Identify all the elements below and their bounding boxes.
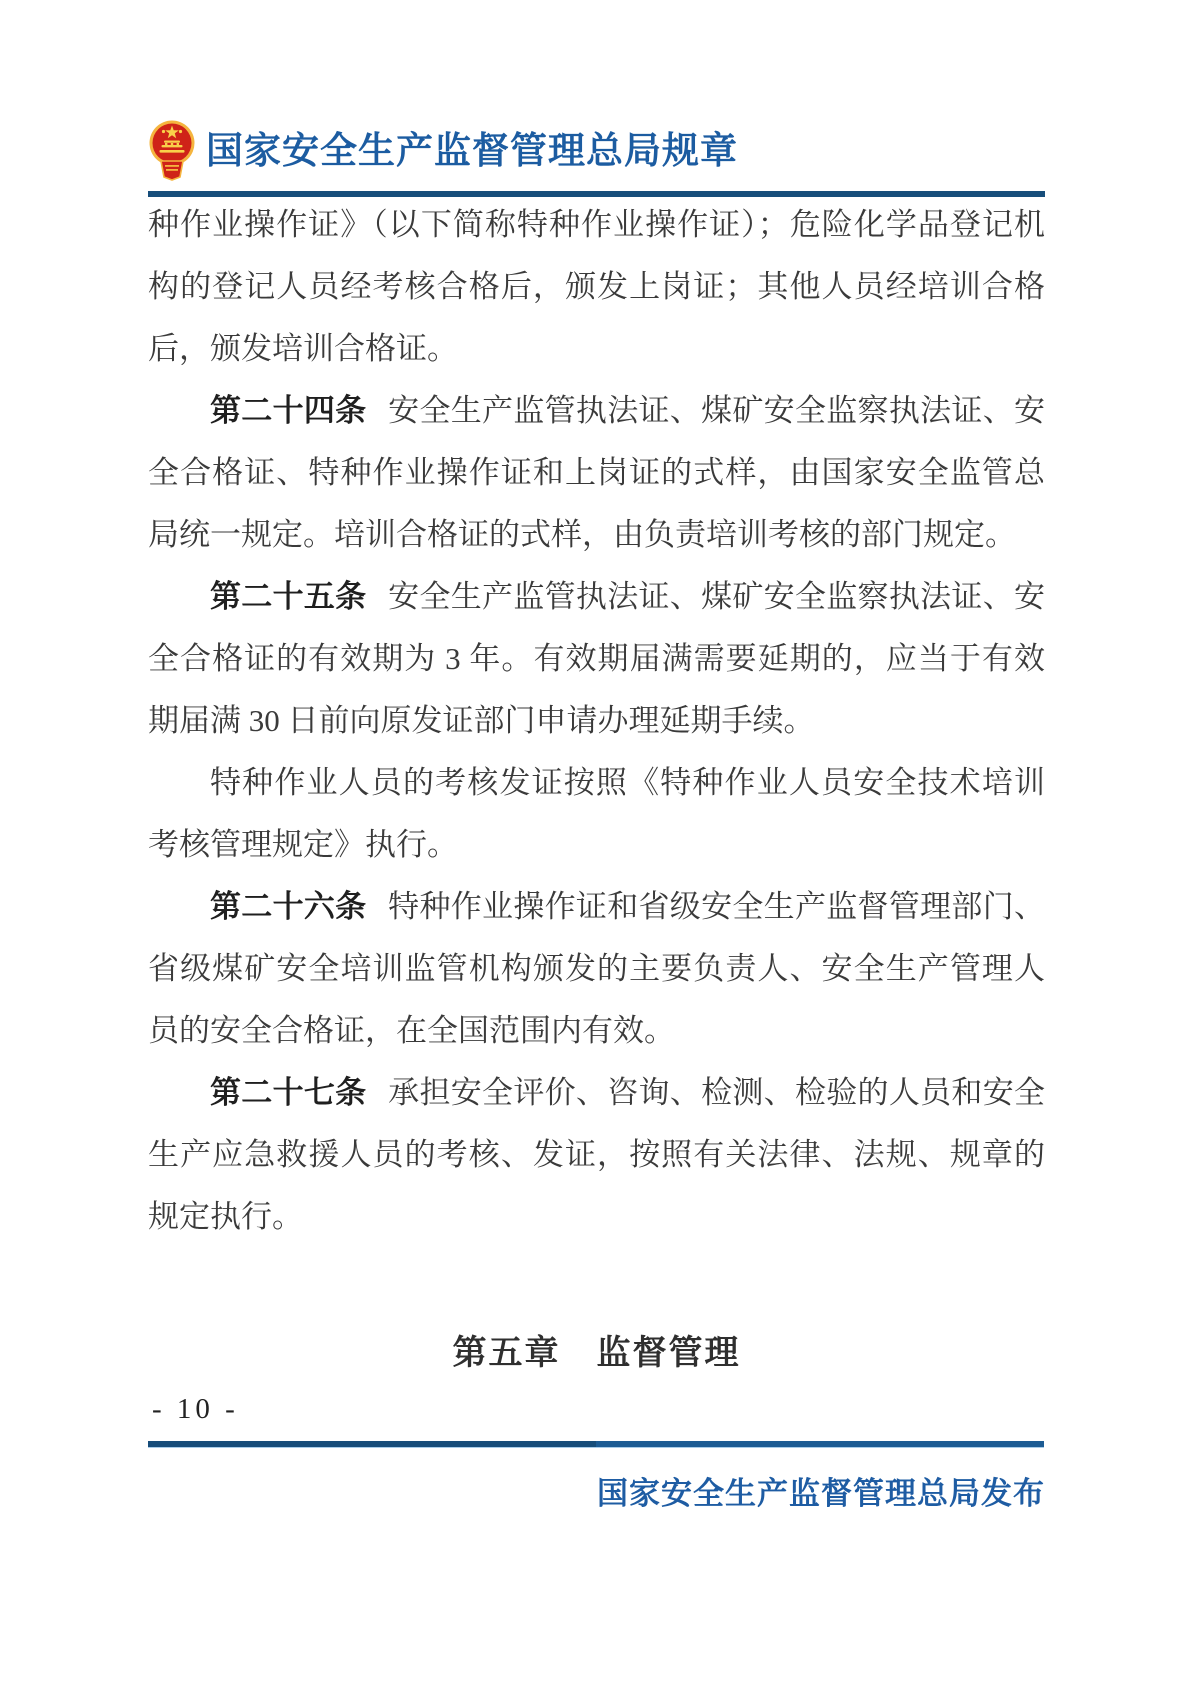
paragraph-text: 种作业操作证》（以下简称特种作业操作证）；危险化学品登记机构的登记人员经考核合格后，颁发上岗证；其他人员经培训合格后，颁发培训合格证。 [148, 207, 1045, 366]
paragraph-text: 承担安全评价、咨询、检测、检验的人员和安全生产应急救援人员的考核、发证，按照有关法律、法规、规章的规定执行。 [148, 1075, 1046, 1234]
paragraph [148, 194, 1045, 380]
page-header [148, 110, 1048, 184]
article-number-label: 第二十五条 [210, 579, 367, 614]
paragraph-text: 安全生产监管执法证、煤矿安全监察执法证、安全合格证的有效期为 3 年。有效期届满需要延期的，应当于有效期届满 30 日前向原发证部门申请办理延期手续。 [148, 579, 1046, 738]
article-number-label: 第二十七条 [210, 1075, 367, 1110]
chapter-heading: 第五章 监督管理 [452, 1334, 741, 1372]
paragraph [148, 876, 1045, 1062]
paragraph [148, 380, 1045, 566]
article-number-label: 第二十四条 [210, 393, 367, 428]
publisher-label: 国家安全生产监督管理总局发布 [597, 1476, 1045, 1511]
document-body [148, 194, 1045, 1248]
paragraph-text: 特种作业人员的考核发证按照《特种作业人员安全技术培训考核管理规定》执行。 [148, 765, 1045, 862]
paragraph [148, 752, 1045, 876]
national-emblem-icon [148, 117, 196, 181]
paragraph-text: 安全生产监管执法证、煤矿安全监察执法证、安全合格证、特种作业操作证和上岗证的式样，由国家安全监管总局统一规定。培训合格证的式样，由负责培训考核的部门规定。 [148, 393, 1046, 552]
article-number-label: 第二十六条 [210, 889, 367, 924]
page-title: 国家安全生产监督管理总局规章 [206, 131, 738, 172]
page-number: - 10 - [152, 1393, 239, 1425]
paragraph-text: 特种作业操作证和省级安全生产监督管理部门、省级煤矿安全培训监管机构颁发的主要负责人、安全生产管理人员的安全合格证，在全国范围内有效。 [148, 889, 1046, 1048]
paragraph [148, 1062, 1045, 1248]
footer-divider [148, 1441, 1044, 1448]
paragraph [148, 566, 1045, 752]
